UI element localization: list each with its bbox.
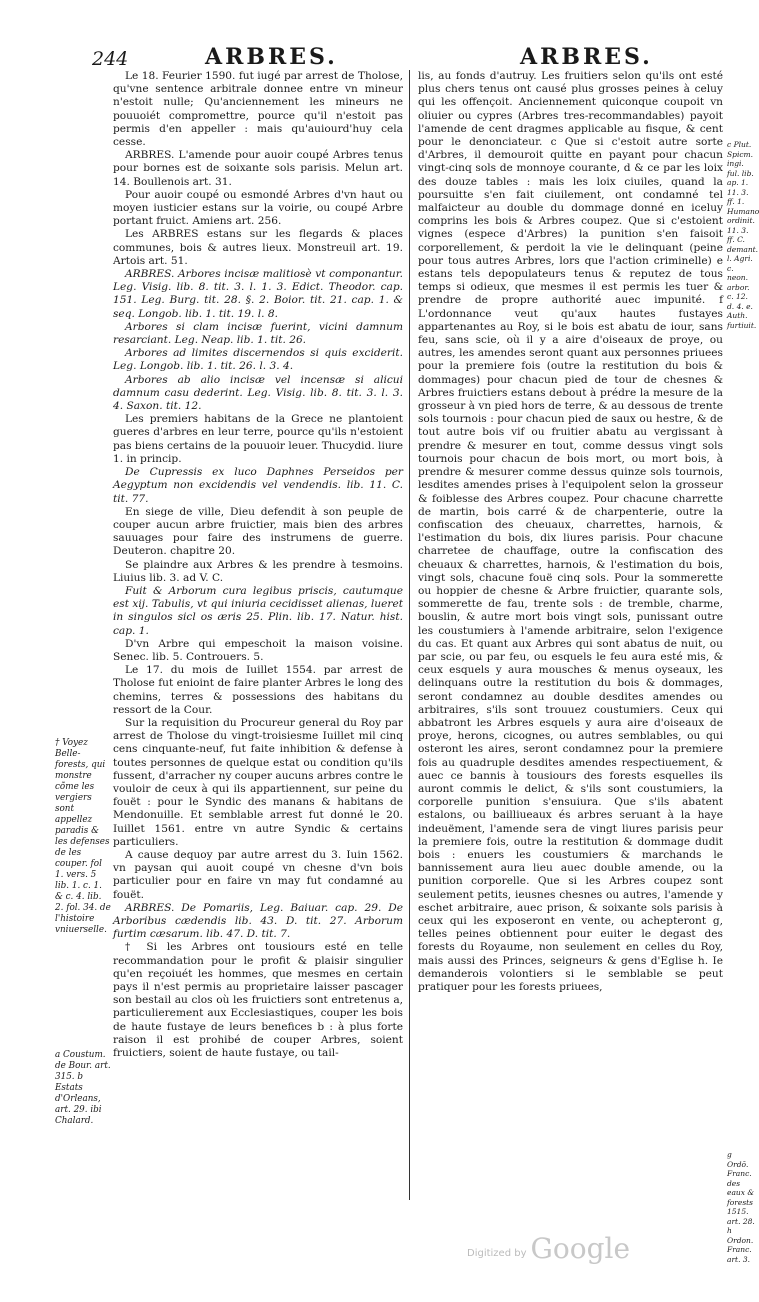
paragraph: Pour auoir coupé ou esmondé Arbres d'vn haut ou moyen iusticier estans sur la voirie, ou coupé Arbre portant fruict. Amiens art. 256.	[113, 188, 403, 228]
margin-note-left: † Voyez Belle-forests, qui monstre cõme les vergiers sont appellez paradis & les defenses de les couper. fol 1. vers. 5 lib. 1. c. 1. & c. 4. lib. 2. fol. 34. de l'histoire vniuerselle.	[55, 738, 111, 935]
running-header-left: ARBRES.	[205, 44, 338, 70]
right-column	[418, 70, 723, 994]
paragraph: Arbores si clam incisæ fuerint, vicini damnum resarciant. Leg. Neap. lib. 1. tit. 26.	[113, 320, 403, 347]
paragraph: Les premiers habitans de la Grece ne plantoient gueres d'arbres en leur terre, pource qu'ils n'estoient pas biens certains de la pouuoir leuer. Thucydid. liure 1. in princip.	[113, 413, 403, 465]
paragraph: Fuit & Arborum cura legibus priscis, cautumque est xij. Tabulis, vt qui iniuria cecidisset alienas, lueret in singulos sicl os æris 25. Plin. lib. 17. Natur. hist. cap. 1.	[113, 584, 403, 637]
paragraph: Le 17. du mois de Iuillet 1554. par arrest de Tholose fut enioint de faire planter Arbres le long des chemins, terres & possessions des habitans du ressort de la Cour.	[113, 664, 403, 716]
paragraph: En siege de ville, Dieu defendit à son peuple de couper aucun arbre fruictier, mais bien des arbres sauuages pour faire des instrumens de guerre. Deuteron. chapitre 20.	[113, 505, 403, 558]
paragraph: ARBRES. L'amende pour auoir coupé Arbres tenus pour bornes est de soixante sols parisis. Melun art. 14. Boullenois art. 31.	[113, 149, 403, 188]
column-divider	[409, 70, 410, 1200]
paragraph: D'vn Arbre qui empeschoit la maison voisine. Senec. lib. 5. Controuers. 5.	[113, 637, 403, 663]
running-header-right: ARBRES.	[520, 44, 653, 70]
paragraph: Les ARBRES estans sur les flegards & places communes, bois & autres lieux. Monstreuil art. 19. Artois art. 51.	[113, 228, 403, 267]
paragraph: ARBRES. Arbores incisæ malitiosè vt componantur. Leg. Visig. lib. 8. tit. 3. l. 1. 3. Edict. Theodor. cap. 151. Leg. Burg. tit. 28. §. 2. Boior. tit. 21. cap. 1. & seq. Longob. lib. 1. tit. 19. l. 8.	[113, 268, 403, 320]
paragraph: Se plaindre aux Arbres & les prendre à tesmoins. Liuius lib. 3. ad V. C.	[113, 558, 403, 584]
watermark-prefix: Digitized by	[467, 1248, 527, 1259]
google-watermark	[467, 1232, 630, 1265]
paragraph: lis, au fonds d'autruy. Les fruitiers selon qu'ils ont esté plus chers tenus ont causé plus grosses peines à celuy qui les offençoit. Anciennement quiconque coupoit vn oliuier ou cypres (Arbres tres-recommandables) payoit l'amende de cent dragmes applicable au fisque, & cent pour le denonciateur. c Que si c'estoit autre sorte d'Arbres, il demouroit quitte en payant pour chacun vingt-cinq sols de monnoye courante, d & ce par les loix des douze tables : mais les loix ciuiles, quand la poursuitte s'en fait ciuilement, ont condamné tel malfaicteur au double du dommage donné en iceluy comprins les bois & Arbres coupez. Que si c'estoient vignes (espece d'Arbres) la punition s'en faisoit corporellement, & perdoit la vie le delinquant (peine pour tous autres Arbres, lors que l'action criminelle) e estans tels depopulateurs tenus & reputez de tous temps si odieux, que mesmes il est permis les tuer & prendre de propre authorité auec impunité. f L'ordonnance veut qu'aux hautes fustayes appartenantes au Roy, si le bois est abatu de iour, sans feu, sans scie, où il y a aire d'oiseaux de proye, ou autres, les amendes seront quant aux personnes priuees pour la premiere fois (outre la restitution du bois & dommages) pour chacun pied de tour de chesnes & Arbres fruictiers estans debout à prédre la mesure de la grosseur à vn pied hors de terre, & au dessous de trente sols tournois : pour chacun pied de saux ou hestre, & de tout autre bois vif ou fruitier abatu au vergissant à prendre & mesurer en tout, comme dessus vingt sols tournois pour chacun de bois mort, ou mort bois, à prendre & mesurer comme dessus quinze sols tournois, lesdites amendes prises à l'equipolent selon la grosseur & foiblesse des Arbres coupez. Pour chacune charrette de martin, bois carré & de charpenterie, outre la confiscation des cheuaux, charrettes, harnois, & l'estimation du bois, dix liures parisis. Pour chacune charretee de chauffage, outre la confiscation des cheuaux & charrettes, harnois, & l'estimation du bois, vingt sols, chacune fouë cinq sols. Pour la sommerette ou hoppier de chesne & Arbre fruictier, quarante sols, sommerette de fau, trente sols : de tremble, charme, bouslin, & autre mort bois vingt sols, punissant outre les coustumiers à l'amende arbitraire, selon l'exigence du cas. Et quant aux Arbres qui sont abatus de nuit, ou par scie, ou par feu, ou esquels le feu aura esté mis, & ceux esquels y aura mousches & menus oyseaux, les delinquans outre la restitution du bois & dommages, seront condamnez au double desdites amendes ou arbitraires, s'ils sont trouuez coustumiers. Ceux qui abbatront les Arbres esquels y aura aire d'oiseaux de proye, herons, cicognes, ou autres semblables, ou qui osteront les aires, seront condamnez pour la premiere fois au quadruple desdites amendes respectiuement, & auec ce bannis à tousiours des forests esquelles ils auront commis le delict, & s'ils sont coustumiers, la corporelle punition s'ensuiura. Que s'ils abatent estalons, ou bailliueaux és arbres seruant à la haye indeuëment, l'amende sera de vingt liures parisis peur la premiere fois, outre la restitution & dommage dudit bois : enuers les coustumiers & marchands le bannissement aura lieu auec double amende, ou la punition corporelle. Que si les Arbres coupez sont seulement petits, ieusnes chesnes ou autres, l'amende y eschet arbitraire, auec prison, & soixante sols parisis à ceux qui les exposeront en vente, ou achepteront g, telles peines obtiennent pour euiter le degast des forests du Royaume, non seulement en celles du Roy, mais aussi des Princes, seigneurs & gens d'Eglise h. Ie demanderois volontiers si le semblable se peut pratiquer pour les forests priuees,	[418, 70, 723, 994]
margin-note-right: g Ordō. Franc. des eaux & forests 1515. art. 28. h Ordon. Franc. art. 3.	[727, 1150, 755, 1264]
paragraph: Le 18. Feurier 1590. fut iugé par arrest de Tholose, qu'vne sentence arbitrale donnee entre vn mineur n'estoit nulle; Qu'anciennement les mineurs ne pouuoiét compromettre, pource qu'il n'estoit pas permis d'en appeller : mais qu'auiourd'huy cela cesse.	[113, 70, 403, 149]
google-logo: Google	[530, 1232, 631, 1265]
paragraph: † Si les Arbres ont tousiours esté en telle recommandation pour le profit & plaisir singulier qu'en reçoiuét les hommes, que mesmes en certain pays il n'est permis au proprietaire laisser pascager son bestail au clos où les fruictiers sont entretenus a, particulierement aux Ecclesiastiques, couper les bois de haute fustaye de leurs benefices b : à plus forte raison il est prohibé de couper Arbres, soient fruictiers, soient de haute fustaye, ou tail-	[113, 941, 403, 1060]
page-number: 244	[92, 48, 129, 70]
left-column	[113, 70, 403, 1060]
paragraph: De Cupressis ex luco Daphnes Perseidos per Aegyptum non excidendis vel vendendis. lib. 11. C. tit. 77.	[113, 466, 403, 505]
margin-note-right: c Plut. Spicm. ingi. ful. lib. ap. 1. 11. 3. ff. 1. Humano ordinit. 11. 3. ff. C. demant. l. Agri. c. neon. arbor. c. 12. d. 4. e. Auth. furtiuit.	[727, 140, 759, 330]
paragraph: ARBRES. De Pomariis, Leg. Baiuar. cap. 29. De Arboribus cædendis lib. 43. D. tit. 27. Arborum furtim cæsarum. lib. 47. D. tit. 7.	[113, 901, 403, 941]
paragraph: Arbores ad limites discernendos si quis exciderit. Leg. Longob. lib. 1. tit. 26. l. 3. 4.	[113, 347, 403, 373]
paragraph: Sur la requisition du Procureur general du Roy par arrest de Tholose du vingt-troisiesme Iuillet mil cinq cens cinquante-neuf, fut faite inhibition & defense à toutes personnes de quelque estat ou condition qu'ils fussent, d'arracher ny couper aucuns arbres contre le vouloir de ceux à qui ils appartiennent, sur peine du fouët : pour le Syndic des manans & habitans de Mendonuille. Et semblable arrest fut donné le 20. Iuillet 1561. entre vn autre Syndic & certains particuliers.	[113, 716, 403, 848]
margin-note-left: a Coustum. de Bour. art. 315. b Estats d'Orleans, art. 29. ibi Chalard.	[55, 1050, 111, 1126]
paragraph: A cause dequoy par autre arrest du 3. Iuin 1562. vn paysan qui auoit coupé vn chesne d'vn bois particulier pour en faire vn may fut condamné au fouët.	[113, 848, 403, 901]
paragraph: Arbores ab alio incisæ vel incensæ si alicui damnum casu dederint. Leg. Visig. lib. 8. tit. 3. l. 3. 4. Saxon. tit. 12.	[113, 373, 403, 413]
